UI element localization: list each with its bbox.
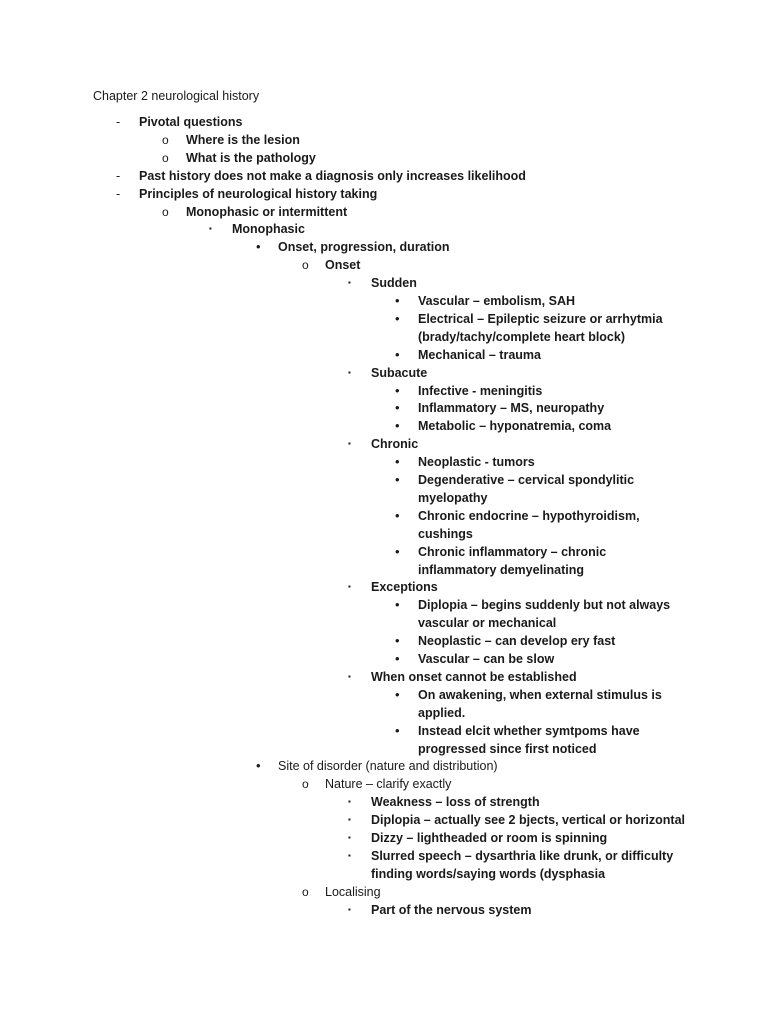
list-item bbox=[0, 704, 768, 722]
list-item-text: Where is the lesion bbox=[186, 132, 300, 147]
list-item bbox=[0, 292, 768, 310]
list-marker: o bbox=[162, 132, 169, 147]
list-item bbox=[0, 203, 768, 221]
list-marker: • bbox=[395, 382, 400, 398]
list-marker: - bbox=[116, 168, 121, 183]
list-item-text: On awakening, when external stimulus is bbox=[418, 687, 662, 702]
list-item-text: myelopathy bbox=[418, 490, 488, 505]
list-item bbox=[0, 757, 768, 775]
list-item-text: Infective - meningitis bbox=[418, 383, 543, 398]
list-item-text: Degenderative – cervical spondylitic bbox=[418, 473, 635, 487]
list-item-text: Sudden bbox=[371, 276, 417, 291]
list-item-text: Principles of neurological history taking bbox=[139, 186, 378, 201]
list-item-text: Chronic inflammatory – chronic bbox=[418, 544, 607, 559]
list-marker: o bbox=[302, 777, 309, 792]
list-item bbox=[0, 364, 768, 382]
list-marker: - bbox=[116, 115, 121, 129]
list-item-text: Nature – clarify exactly bbox=[325, 777, 452, 792]
list-item-text: applied. bbox=[418, 705, 466, 720]
list-item-text: finding words/saying words (dysphasia bbox=[371, 866, 606, 881]
list-item-text: Neoplastic - tumors bbox=[418, 455, 535, 470]
list-item-text: Subacute bbox=[371, 365, 428, 380]
list-item-text: Instead elcit whether symtpoms have bbox=[418, 723, 640, 738]
list-item-text: vascular or mechanical bbox=[418, 616, 557, 631]
list-marker: • bbox=[395, 651, 400, 666]
list-marker: ▪ bbox=[348, 815, 351, 825]
list-item bbox=[0, 167, 768, 185]
list-marker: • bbox=[256, 239, 261, 255]
list-marker: • bbox=[395, 597, 400, 613]
list-marker: ▪ bbox=[209, 224, 212, 234]
list-item-text: progressed since first noticed bbox=[418, 741, 597, 756]
list-item-text: Vascular – embolism, SAH bbox=[418, 294, 576, 308]
list-item-text: Weakness – loss of strength bbox=[371, 795, 540, 810]
list-item bbox=[0, 543, 768, 561]
list-marker: ▪ bbox=[348, 278, 351, 288]
list-item bbox=[0, 829, 768, 847]
list-item bbox=[0, 185, 768, 203]
list-item bbox=[0, 722, 768, 740]
list-item-text: Neoplastic – can develop ery fast bbox=[418, 634, 616, 649]
list-item-text: Metabolic – hyponatremia, coma bbox=[418, 419, 612, 434]
list-item bbox=[0, 131, 768, 149]
list-item bbox=[0, 883, 768, 901]
list-item-text: Chronic endocrine – hypothyroidism, bbox=[418, 508, 640, 523]
list-item bbox=[0, 668, 768, 686]
list-item bbox=[0, 847, 768, 865]
list-item-text: Chronic bbox=[371, 437, 419, 452]
list-item bbox=[0, 578, 768, 596]
list-marker: • bbox=[395, 310, 400, 326]
list-item bbox=[0, 901, 768, 919]
list-item bbox=[0, 811, 768, 829]
list-marker: • bbox=[395, 686, 400, 702]
list-item bbox=[0, 417, 768, 435]
list-marker: ▪ bbox=[348, 833, 351, 842]
list-item-text: Monophasic or intermittent bbox=[186, 204, 348, 219]
list-marker: o bbox=[302, 258, 309, 273]
list-item-text: Diplopia – actually see 2 bjects, vertical or horizontal bbox=[371, 813, 685, 828]
list-item bbox=[0, 238, 768, 256]
list-marker: • bbox=[395, 472, 400, 487]
list-item-text: Past history does not make a diagnosis only increases likelihood bbox=[139, 168, 526, 183]
list-marker: • bbox=[395, 293, 400, 308]
list-marker: - bbox=[116, 186, 121, 201]
list-item bbox=[0, 346, 768, 364]
list-item bbox=[0, 865, 768, 883]
list-item-text: Onset, progression, duration bbox=[278, 240, 450, 255]
list-item-text: Diplopia – begins suddenly but not always bbox=[418, 598, 671, 613]
list-item bbox=[0, 489, 768, 507]
list-marker: ▪ bbox=[348, 439, 351, 449]
list-marker: ▪ bbox=[348, 904, 351, 914]
list-marker: ▪ bbox=[348, 367, 351, 377]
list-item-text: When onset cannot be established bbox=[371, 669, 577, 684]
list-item-text: Slurred speech – dysarthria like drunk, or difficulty bbox=[371, 848, 674, 863]
list-item bbox=[0, 453, 768, 471]
list-item bbox=[0, 525, 768, 543]
list-item-text: Onset bbox=[325, 258, 361, 273]
list-item-text: Pivotal questions bbox=[139, 115, 243, 129]
list-item bbox=[0, 328, 768, 346]
list-marker: • bbox=[395, 722, 400, 738]
list-item-text: Vascular – can be slow bbox=[418, 652, 555, 666]
list-item-text: What is the pathology bbox=[186, 150, 316, 165]
list-item-text: Dizzy – lightheaded or room is spinning bbox=[371, 831, 608, 845]
list-marker: • bbox=[395, 543, 400, 559]
list-item-text: Monophasic bbox=[232, 222, 305, 237]
list-item bbox=[0, 614, 768, 632]
list-item bbox=[0, 596, 768, 614]
list-marker: ▪ bbox=[348, 797, 351, 807]
list-marker: • bbox=[256, 758, 261, 774]
list-item bbox=[0, 256, 768, 274]
list-item bbox=[0, 382, 768, 400]
list-marker: o bbox=[162, 150, 169, 165]
list-marker: ▪ bbox=[348, 671, 351, 681]
list-item bbox=[0, 274, 768, 292]
list-item-text: Site of disorder (nature and distribution) bbox=[278, 759, 498, 774]
list-item bbox=[0, 740, 768, 758]
list-item-text: (brady/tachy/complete heart block) bbox=[418, 329, 626, 344]
list-marker: • bbox=[395, 633, 400, 649]
list-marker: o bbox=[302, 884, 309, 899]
list-item-text: Exceptions bbox=[371, 580, 438, 595]
list-marker: ▪ bbox=[348, 582, 351, 592]
list-item bbox=[0, 399, 768, 417]
list-marker: o bbox=[162, 204, 169, 219]
list-marker: • bbox=[395, 400, 400, 416]
list-item bbox=[0, 793, 768, 811]
list-item bbox=[0, 435, 768, 453]
list-marker: • bbox=[395, 418, 400, 434]
list-marker: • bbox=[395, 507, 400, 523]
list-item bbox=[0, 561, 768, 579]
list-marker: • bbox=[395, 454, 400, 470]
list-item bbox=[0, 113, 768, 131]
list-item-text: Part of the nervous system bbox=[371, 902, 532, 917]
list-marker: • bbox=[395, 346, 400, 362]
list-item bbox=[0, 686, 768, 704]
list-item bbox=[0, 310, 768, 328]
list-item bbox=[0, 507, 768, 525]
list-item bbox=[0, 149, 768, 167]
list-item-text: inflammatory demyelinating bbox=[418, 562, 585, 577]
list-marker: ▪ bbox=[348, 850, 351, 860]
list-item bbox=[0, 220, 768, 238]
list-item-text: Mechanical – trauma bbox=[418, 347, 541, 362]
list-item bbox=[0, 471, 768, 489]
page-title: Chapter 2 neurological history bbox=[93, 89, 260, 103]
list-item bbox=[0, 650, 768, 668]
list-item-text: cushings bbox=[418, 526, 473, 541]
list-item-text: Localising bbox=[325, 884, 381, 899]
list-item-text: Electrical – Epileptic seizure or arrhytmia bbox=[418, 311, 663, 326]
list-item bbox=[0, 775, 768, 793]
list-item bbox=[0, 632, 768, 650]
list-item-text: Inflammatory – MS, neuropathy bbox=[418, 401, 605, 416]
